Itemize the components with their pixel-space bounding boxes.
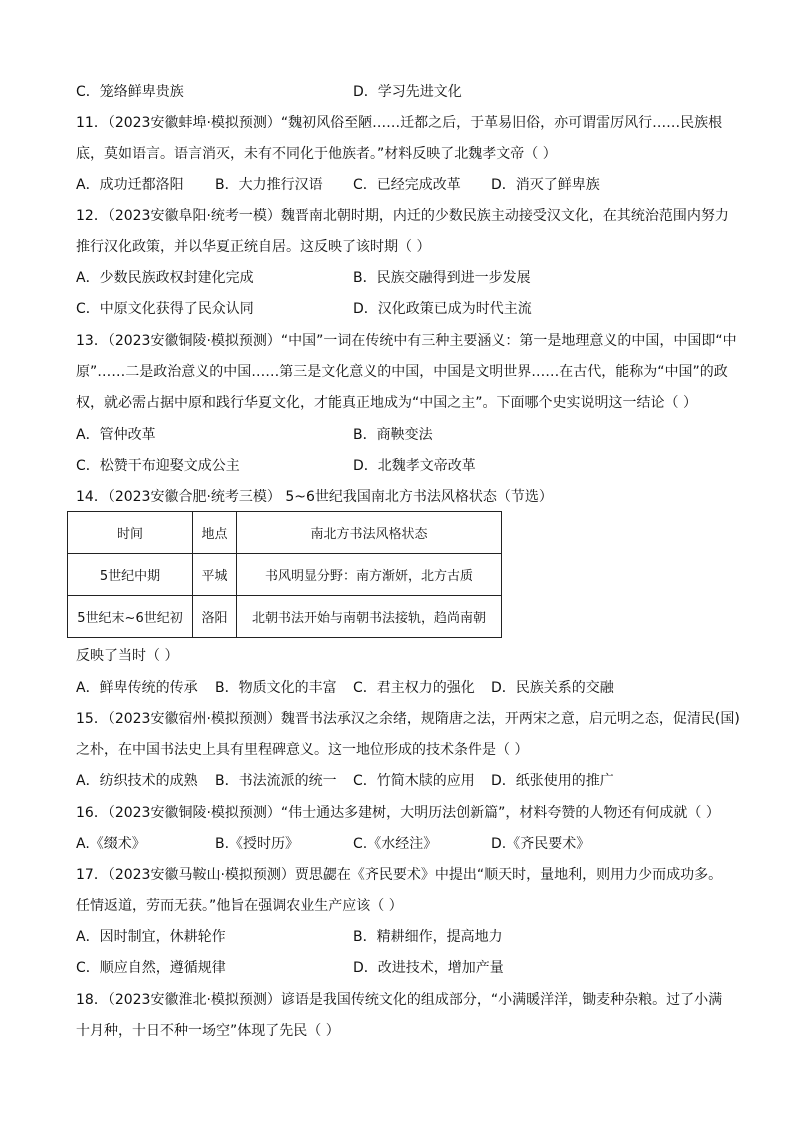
table-header-row: [68, 512, 502, 554]
table-cell: 北朝书法开始与南朝书法接轨，趋尚南朝: [237, 596, 502, 638]
q12-option-b: B．民族交融得到进一步发展: [353, 270, 531, 286]
q14-stem-line1: 14．（2023安徽合肥·统考三模） 5~6世纪我国南北方书法风格状态（节选）: [76, 489, 553, 505]
q11-stem-line2: 底，莫如语言。语言消灭，未有不同化于他族者。”材料反映了北魏孝文帝（ ）: [76, 146, 557, 162]
table-cell: 书风明显分野：南方渐妍，北方古质: [237, 554, 502, 596]
q13-option-b: B．商鞅变法: [353, 427, 433, 443]
q15-option-d: D．纸张使用的推广: [491, 773, 614, 789]
q17-option-c: C．顺应自然，遵循规律: [76, 960, 226, 976]
q16-option-a: A.《缀术》: [76, 836, 146, 852]
table-cell: 5世纪中期: [68, 554, 193, 596]
q11-option-d: D．消灭了鲜卑族: [491, 177, 600, 193]
q14-stem-line2: 反映了当时（ ）: [76, 648, 179, 664]
q12-stem-line1: 12．（2023安徽阜阳·统考一模）魏晋南北朝时期，内迁的少数民族主动接受汉文化，在其统治范围内努力: [76, 208, 729, 224]
q13-option-c: C．松赞干布迎娶文成公主: [76, 458, 240, 474]
q11-option-a: A．成功迁都洛阳: [76, 177, 184, 193]
table-cell: 5世纪末~6世纪初: [68, 596, 193, 638]
q16-option-b: B.《授时历》: [215, 836, 300, 852]
q15-option-a: A．纺织技术的成熟: [76, 773, 198, 789]
q12-stem-line2: 推行汉化政策，并以华夏正统自居。这反映了该时期（ ）: [76, 239, 431, 255]
table-header-time: 时间: [68, 512, 193, 554]
q18-stem-line2: 十月种，十日不种一场空”体现了先民（ ）: [76, 1023, 340, 1039]
table-header-place: 地点: [193, 512, 237, 554]
table-row: [68, 554, 502, 596]
q16-option-d: D.《齐民要术》: [491, 836, 591, 852]
q13-option-a: A．管仲改革: [76, 427, 156, 443]
table-row: [68, 596, 502, 638]
q13-stem-line2: 原”……二是政治意义的中国……第三是文化意义的中国，中国是文明世界……在古代，能称为“中国”的政: [76, 364, 728, 380]
q13-stem-line3: 权，就必需占据中原和践行华夏文化，才能真正地成为“中国之主”。下面哪个史实说明这一结论（ ）: [76, 395, 697, 411]
q12-option-c: C．中原文化获得了民众认同: [76, 301, 254, 317]
q10-option-c: C．笼络鲜卑贵族: [76, 84, 184, 100]
q17-option-a: A．因时制宜，休耕轮作: [76, 929, 226, 945]
q17-option-d: D．改进技术，增加产量: [353, 960, 504, 976]
q15-stem-line2: 之朴，在中国书法史上具有里程碑意义。这一地位形成的技术条件是（ ）: [76, 742, 529, 758]
q11-stem-line1: 11．（2023安徽蚌埠·模拟预测）“魏初风俗至陋……迁都之后，于革易旧俗，亦可谓雷厉风行……民族根: [76, 115, 723, 131]
table-cell: 洛阳: [193, 596, 237, 638]
q13-stem-line1: 13．（2023安徽铜陵·模拟预测）“中国”一词在传统中有三种主要涵义：第一是地理意义的中国，中国即“中: [76, 333, 737, 349]
q14-table: [67, 511, 502, 638]
q14-option-a: A．鲜卑传统的传承: [76, 680, 198, 696]
q17-option-b: B．精耕细作，提高地力: [353, 929, 503, 945]
q14-option-d: D．民族关系的交融: [491, 680, 614, 696]
q11-option-c: C．已经完成改革: [353, 177, 461, 193]
q13-option-d: D．北魏孝文帝改革: [353, 458, 476, 474]
q12-option-a: A．少数民族政权封建化完成: [76, 270, 254, 286]
q10-option-d: D．学习先进文化: [353, 84, 462, 100]
table-header-style: 南北方书法风格状态: [237, 512, 502, 554]
q17-stem-line2: 任情返道，劳而无获。”他旨在强调农业生产应该（ ）: [76, 898, 403, 914]
q15-stem-line1: 15．（2023安徽宿州·模拟预测）魏晋书法承汉之余绪，规隋唐之法，开两宋之意，启元明之态，促清民(国): [76, 711, 740, 727]
q14-option-b: B．物质文化的丰富: [215, 680, 337, 696]
q16-stem-line1: 16．（2023安徽铜陵·模拟预测）“伟士通达多建树，大明历法创新篇”，材料夸赞的人物还有何成就（ ）: [76, 805, 720, 821]
q18-stem-line1: 18．（2023安徽淮北·模拟预测）谚语是我国传统文化的组成部分，“小满暖洋洋，锄麦种杂粮。过了小满: [76, 992, 723, 1008]
q17-stem-line1: 17．（2023安徽马鞍山·模拟预测）贾思勰在《齐民要术》中提出“顺天时，量地利，则用力少而成功多。: [76, 867, 723, 883]
q12-option-d: D．汉化政策已成为时代主流: [353, 301, 532, 317]
q16-option-c: C.《水经注》: [353, 836, 438, 852]
q11-option-b: B．大力推行汉语: [215, 177, 323, 193]
q15-option-c: C．竹简木牍的应用: [353, 773, 475, 789]
q14-option-c: C．君主权力的强化: [353, 680, 475, 696]
q15-option-b: B．书法流派的统一: [215, 773, 337, 789]
table-cell: 平城: [193, 554, 237, 596]
